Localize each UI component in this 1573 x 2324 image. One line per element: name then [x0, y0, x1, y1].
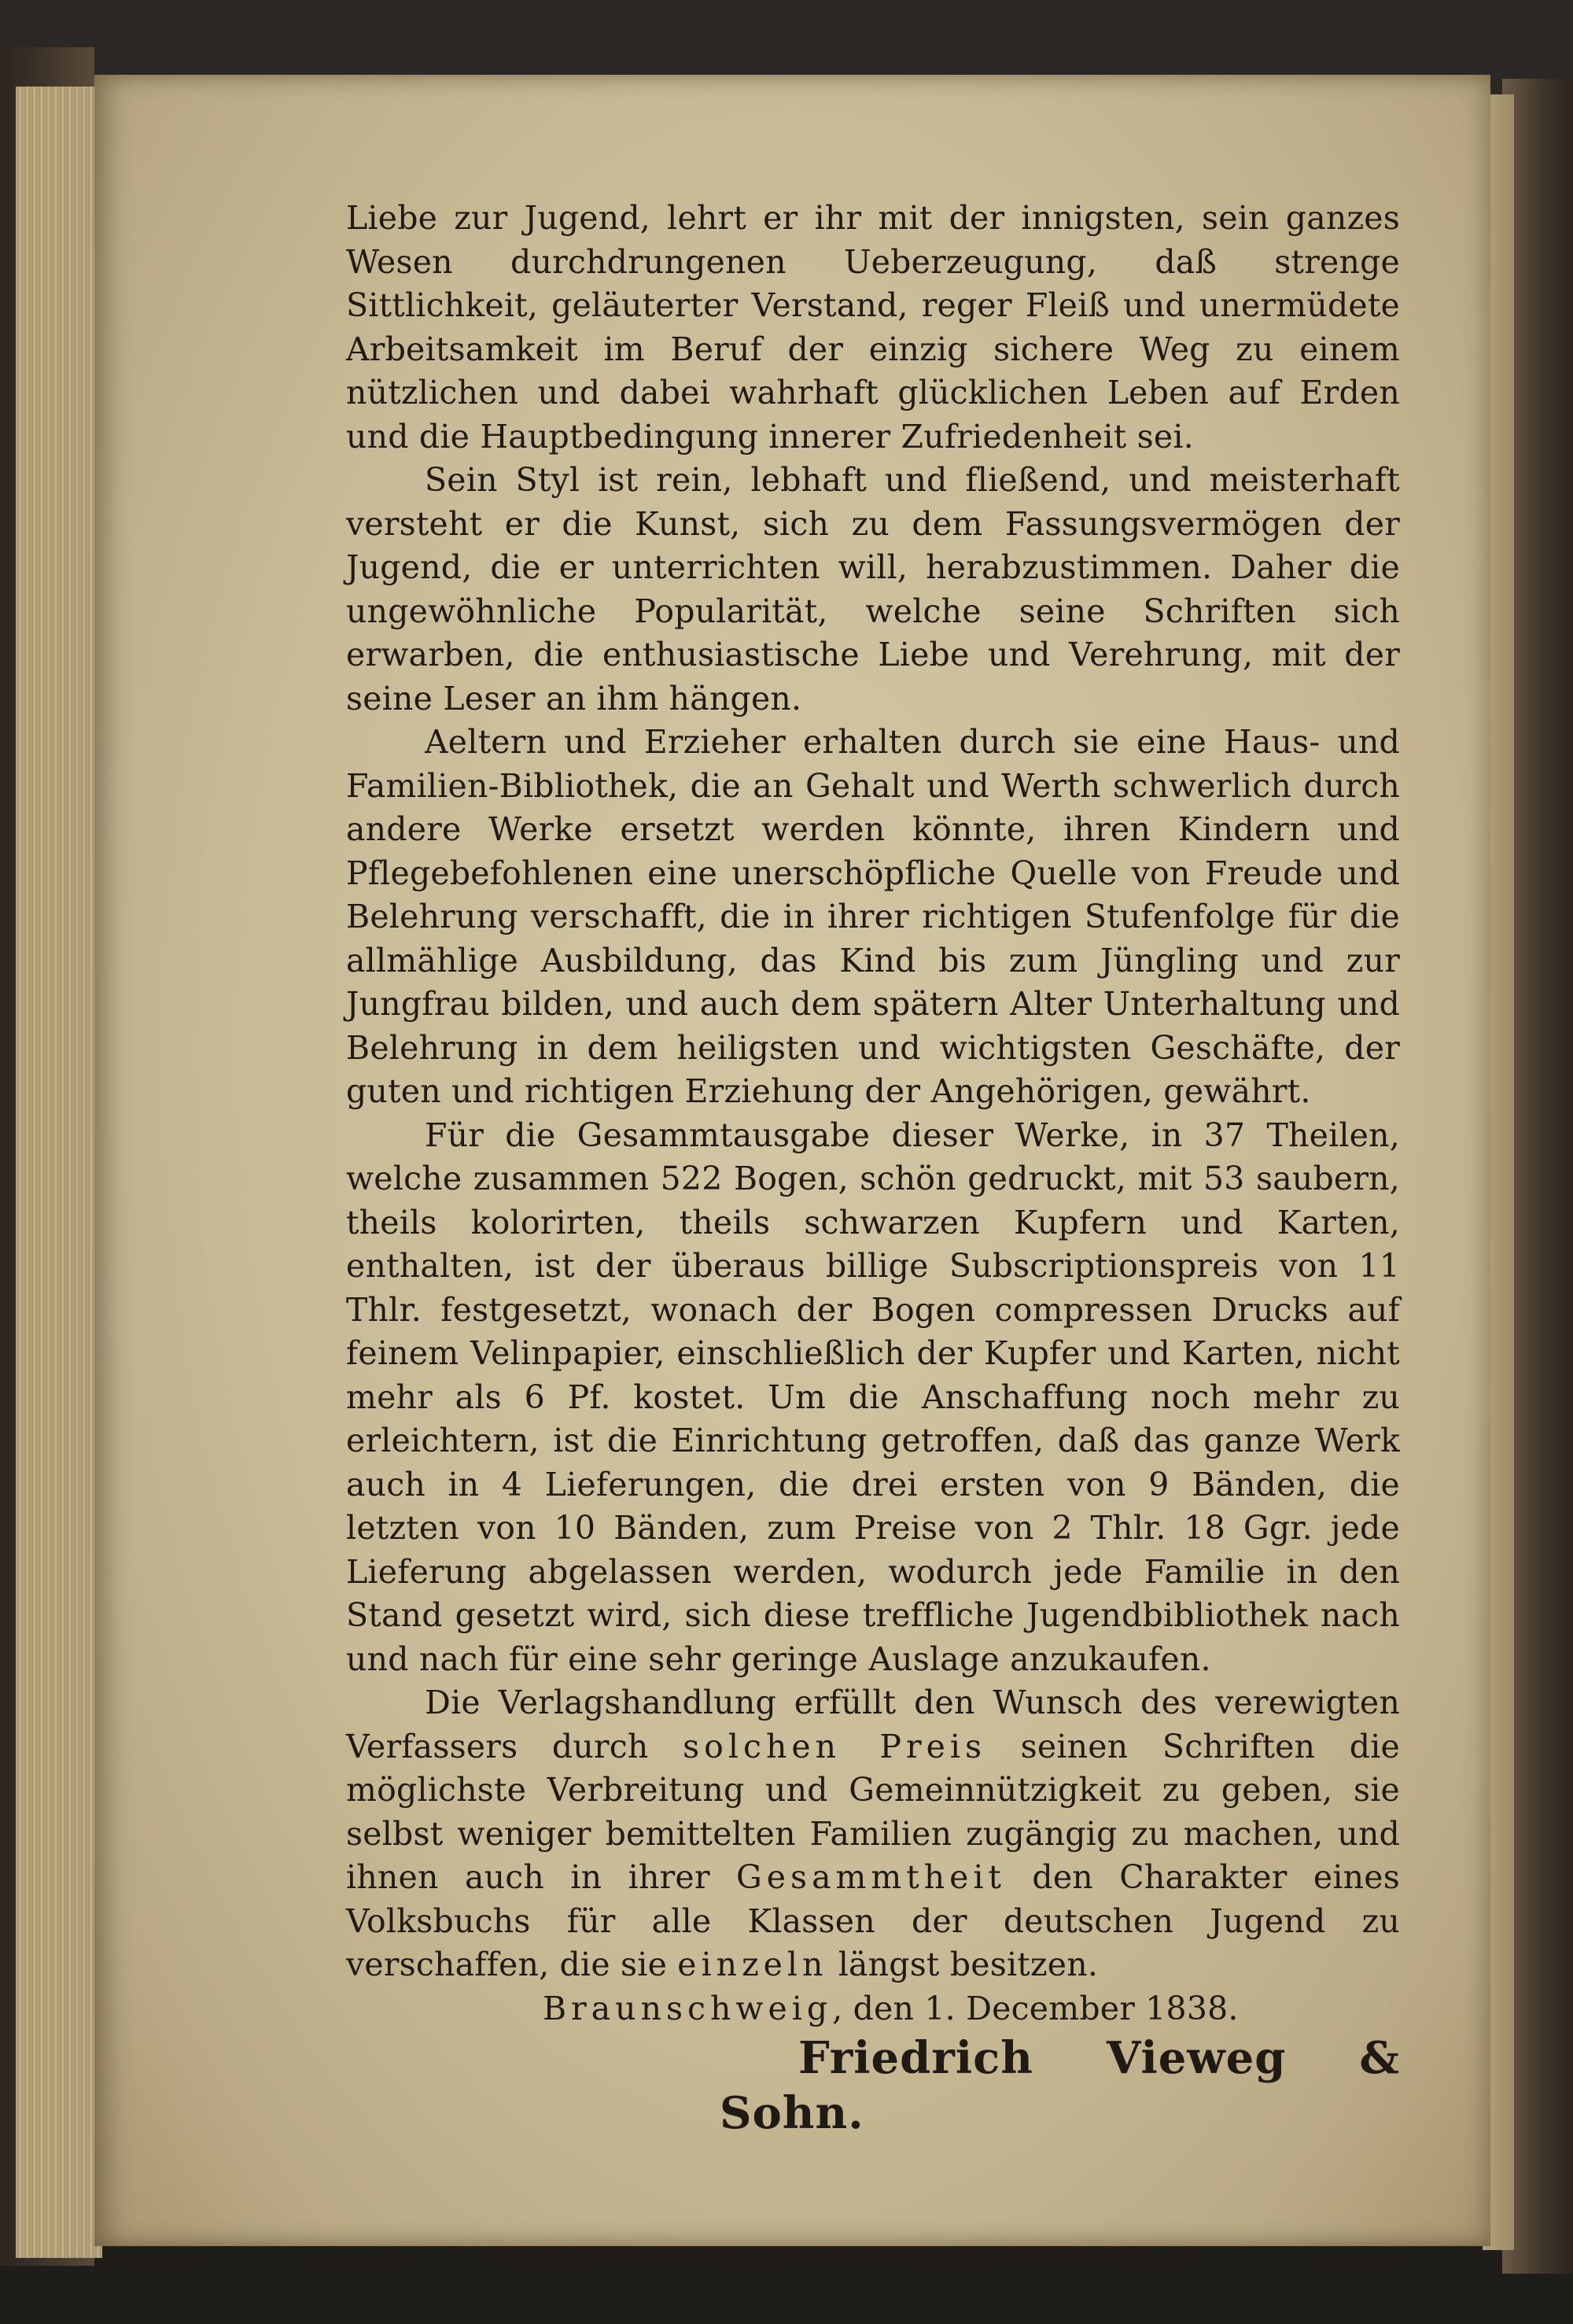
paragraph-1: Liebe zur Jugend, lehrt er ihr mit der innigsten, sein ganzes Wesen durchdrungenen Ueberzeugung, daß strenge Sittlichkeit, geläuterter Verstand, reger Fleiß und unermüdete Arbeitsamkeit im Beruf der einzig sichere Weg zu einem nützlichen und dabei wahrhaft glücklichen Leben auf Erden und die Hauptbedingung innerer Zufriedenheit sei.	[346, 199, 1400, 456]
paragraph-5	[346, 1681, 1400, 1987]
paragraph-3: Aeltern und Erzieher erhalten durch sie eine Haus- und Familien-Bibliothek, die an Gehalt und Werth schwerlich durch andere Werke ersetzt werden könnte, ihren Kindern und Pflegebefohlenen eine unerschöpfliche Quelle von Freude und Belehrung verschafft, die in ihrer richtigen Stufenfolge für die allmählige Ausbildung, das Kind bis zum Jüngling und zur Jungfrau bilden, und auch dem spätern Alter Unterhaltung und Belehrung in dem heiligsten und wichtigsten Geschäfte, der guten und richtigen Erziehung der Angehörigen, gewährt.	[346, 723, 1400, 1110]
paragraph-5-part-4: längst besitzen.	[838, 1946, 1099, 1983]
page-stack-edge	[16, 87, 102, 2258]
dateline-date: , den 1. December 1838.	[832, 1989, 1239, 2027]
emphasis-gesammtheit: Gesammtheit	[736, 1858, 1007, 1896]
paragraph-5-part-2: seinen Schriften die möglichste Verbreitung und Gemeinnützigkeit zu geben, sie selbst weniger bemittelten Familien zugängig zu machen, und ihnen auch in ihrer	[346, 1727, 1401, 1896]
dateline	[346, 1987, 1400, 2031]
paragraph-5-part-1: Die Verlagshandlung erfüllt den Wunsch des verewigten Verfassers durch	[346, 1684, 1400, 1765]
publisher-signature: Friedrich Vieweg & Sohn.	[720, 2032, 1400, 2139]
emphasis-solchen-preis: solchen Preis	[683, 1727, 987, 1765]
paragraph-4: Für die Gesammtausgabe dieser Werke, in 37 Theilen, welche zusammen 522 Bogen, schön gedruckt, mit 53 saubern, theils kolorirten, theils schwarzen Kupfern und Karten, enthalten, ist der überaus billige Subscriptionspreis von 11 Thlr. festgesetzt, wonach der Bogen compressen Drucks auf feinem Velinpapier, einschließlich der Kupfer und Karten, nicht mehr als 6 Pf. kostet. Um die Anschaffung noch mehr zu erleichtern, ist die Einrichtung getroffen, daß das ganze Werk auch in 4 Lieferungen, die drei ersten von 9 Bänden, die letzten von 10 Bänden, zum Preise von 2 Thlr. 18 Ggr. jede Lieferung abgelassen werden, wodurch jede Familie in den Stand gesetzt wird, sich diese treffliche Jugendbibliothek nach und nach für eine sehr geringe Auslage anzukaufen.	[346, 1116, 1400, 1678]
dateline-place: Braunschweig	[543, 1989, 833, 2027]
emphasis-einzeln: einzeln	[677, 1946, 828, 1983]
paragraph-2: Sein Styl ist rein, lebhaft und fließend, und meisterhaft versteht er die Kunst, sich zu dem Fassungsvermögen der Jugend, die er unterrichten will, herabzustimmen. Daher die ungewöhnliche Popularität, welche seine Schriften sich erwarben, die enthusiastische Liebe und Verehrung, mit der seine Leser an ihm hängen.	[346, 461, 1400, 717]
paragraph-5-part-3: den Charakter eines Volksbuchs für alle Klassen der deutschen Jugend zu verschaffen, die sie	[346, 1858, 1400, 1983]
page-text	[346, 197, 1400, 2141]
